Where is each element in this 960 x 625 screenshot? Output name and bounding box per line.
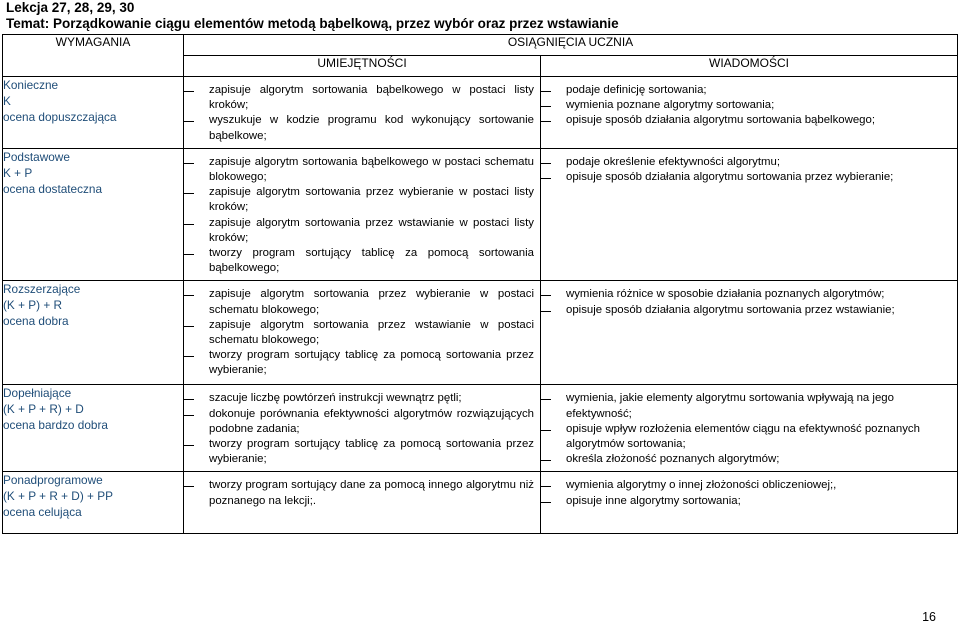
skills-list-item: szacuje liczbę powtórzeń instrukcji wewnątrz pętli; bbox=[184, 391, 534, 406]
requirement-level-line: Konieczne bbox=[3, 78, 59, 92]
knowledge-cell bbox=[541, 472, 958, 534]
knowledge-cell bbox=[541, 77, 958, 149]
requirement-level-cell bbox=[3, 281, 184, 385]
table-row bbox=[3, 472, 958, 534]
topic-title: Temat: Porządkowanie ciągu elementów metodą bąbelkową, przez wybór oraz przez wstawianie bbox=[6, 16, 619, 31]
page-number: 16 bbox=[922, 610, 936, 624]
knowledge-list bbox=[541, 281, 957, 321]
requirements-table bbox=[2, 34, 958, 534]
header-knowledge: WIADOMOŚCI bbox=[541, 56, 958, 77]
skills-list bbox=[184, 472, 540, 512]
knowledge-list-item: określa złożoność poznanych algorytmów; bbox=[541, 452, 951, 467]
skills-list-item: zapisuje algorytm sortowania bąbelkowego w postaci schematu blokowego; bbox=[184, 155, 534, 185]
knowledge-list bbox=[541, 472, 957, 512]
knowledge-list-item: opisuje wpływ rozłożenia elementów ciągu na efektywność poznanych algorytmów sortowania; bbox=[541, 422, 951, 452]
requirement-level-cell bbox=[3, 77, 184, 149]
skills-list-item: zapisuje algorytm sortowania bąbelkowego w postaci listy kroków; bbox=[184, 83, 534, 113]
skills-cell bbox=[184, 77, 541, 149]
skills-cell bbox=[184, 281, 541, 385]
requirement-level-line: Ponadprogramowe bbox=[3, 473, 103, 488]
requirement-level-line: (K + P + R + D) + PP bbox=[3, 489, 113, 504]
skills-cell bbox=[184, 385, 541, 472]
skills-list bbox=[184, 385, 540, 471]
knowledge-list-item: opisuje sposób działania algorytmu sortowania przez wybieranie; bbox=[541, 170, 951, 185]
skills-cell bbox=[184, 148, 541, 281]
knowledge-list-item: wymienia poznane algorytmy sortowania; bbox=[541, 98, 951, 113]
knowledge-list-item: wymienia algorytmy o innej złożoności obliczeniowej;, bbox=[541, 478, 951, 493]
requirement-level-line: K bbox=[3, 94, 11, 108]
requirement-level-cell bbox=[3, 148, 184, 281]
skills-list bbox=[184, 281, 540, 382]
skills-list bbox=[184, 77, 540, 148]
requirement-level-line: ocena dostateczna bbox=[3, 181, 103, 196]
skills-list-item: tworzy program sortujący tablicę za pomocą sortowania przez wybieranie; bbox=[184, 348, 534, 378]
knowledge-cell bbox=[541, 148, 958, 281]
table-row bbox=[3, 148, 958, 281]
requirement-level-line: ocena celująca bbox=[3, 505, 82, 520]
skills-list-item: zapisuje algorytm sortowania przez wstawianie w postaci listy kroków; bbox=[184, 216, 534, 246]
knowledge-list-item: opisuje sposób działania algorytmu sortowania bąbelkowego; bbox=[541, 113, 951, 128]
skills-list-item: zapisuje algorytm sortowania przez wybieranie w postaci schematu blokowego; bbox=[184, 287, 534, 317]
requirement-level-line: ocena dopuszczająca bbox=[3, 110, 117, 124]
knowledge-list bbox=[541, 77, 957, 133]
skills-list bbox=[184, 149, 540, 281]
skills-list-item: tworzy program sortujący dane za pomocą innego algorytmu niż poznanego na lekcji;. bbox=[184, 478, 534, 508]
requirement-level-line: Dopełniające bbox=[3, 386, 72, 401]
table-row bbox=[3, 77, 958, 149]
lesson-title: Lekcja 27, 28, 29, 30 bbox=[6, 0, 135, 15]
skills-list-item: tworzy program sortujący tablicę za pomocą sortowania przez wybieranie; bbox=[184, 437, 534, 467]
knowledge-cell bbox=[541, 281, 958, 385]
skills-list-item: zapisuje algorytm sortowania przez wybieranie w postaci listy kroków; bbox=[184, 185, 534, 215]
requirement-level-line: (K + P) + R bbox=[3, 298, 63, 313]
header-skills: UMIEJĘTNOŚCI bbox=[184, 56, 541, 77]
requirement-level-line: (K + P + R) + D bbox=[3, 402, 84, 417]
header-achievements: OSIĄGNIĘCIA UCZNIA bbox=[184, 35, 958, 56]
table-row bbox=[3, 385, 958, 472]
knowledge-list-item: wymienia, jakie elementy algorytmu sortowania wpływają na jego efektywność; bbox=[541, 391, 951, 421]
requirement-level-line: Rozszerzające bbox=[3, 282, 81, 297]
skills-list-item: dokonuje porównania efektywności algorytmów rozwiązujących podobne zadania; bbox=[184, 407, 534, 437]
requirement-level-line: ocena dobra bbox=[3, 314, 69, 329]
requirement-level-cell bbox=[3, 385, 184, 472]
requirement-level-line: K + P bbox=[3, 165, 33, 180]
requirement-level-line: Podstawowe bbox=[3, 149, 70, 164]
skills-cell bbox=[184, 472, 541, 534]
table-row bbox=[3, 281, 958, 385]
skills-list-item: tworzy program sortujący tablicę za pomocą sortowania bąbelkowego; bbox=[184, 246, 534, 276]
requirement-level-line: ocena bardzo dobra bbox=[3, 418, 108, 433]
header-requirements: WYMAGANIA bbox=[3, 35, 184, 77]
knowledge-list bbox=[541, 385, 957, 471]
knowledge-cell bbox=[541, 385, 958, 472]
knowledge-list bbox=[541, 149, 957, 189]
requirement-level-cell bbox=[3, 472, 184, 534]
knowledge-list-item: podaje definicję sortowania; bbox=[541, 83, 951, 98]
skills-list-item: zapisuje algorytm sortowania przez wstawianie w postaci schematu blokowego; bbox=[184, 318, 534, 348]
knowledge-list-item: wymienia różnice w sposobie działania poznanych algorytmów; bbox=[541, 287, 951, 302]
skills-list-item: wyszukuje w kodzie programu kod wykonujący sortowanie bąbelkowe; bbox=[184, 113, 534, 143]
knowledge-list-item: podaje określenie efektywności algorytmu; bbox=[541, 155, 951, 170]
knowledge-list-item: opisuje inne algorytmy sortowania; bbox=[541, 494, 951, 509]
knowledge-list-item: opisuje sposób działania algorytmu sortowania przez wstawianie; bbox=[541, 303, 951, 318]
